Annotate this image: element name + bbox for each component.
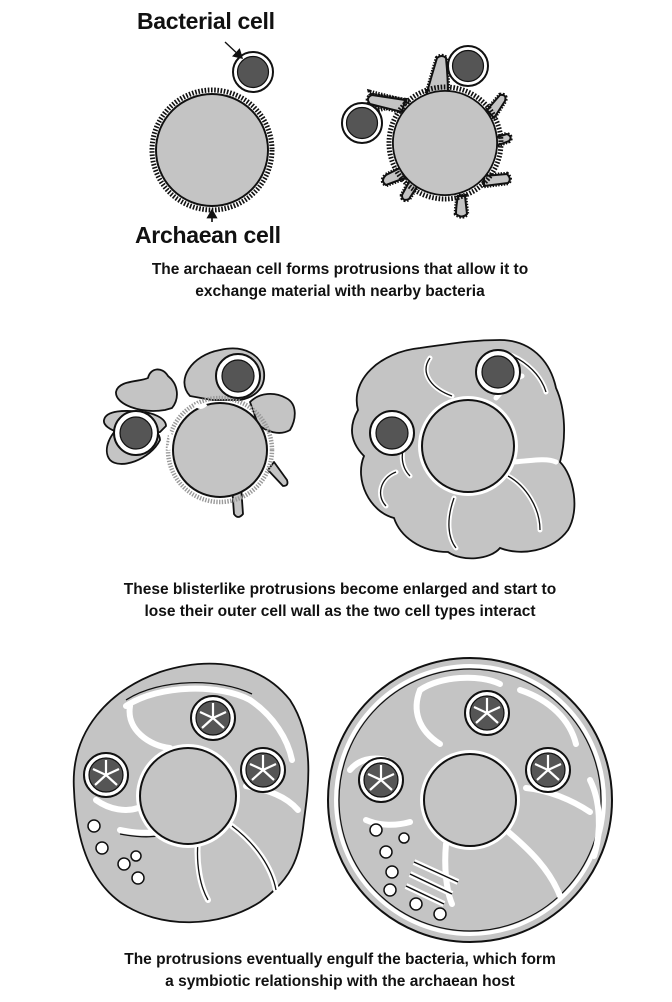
caption-stage-1-line-2: exchange material with nearby bacteria [195,283,485,300]
stage-2-left-bacterium-left [114,411,158,455]
stage-2-right-bacterium-left [370,411,414,455]
stage-3-left-mito-left [84,753,128,797]
bacterial-cell-label: Bacterial cell [137,8,275,34]
stage-2 [104,340,575,558]
caption-stage-1-line-1: The archaean cell forms protrusions that allow it to [151,261,529,278]
stage-2-right-bacterium-top [476,350,520,394]
bacterial-cell-arrow [225,42,242,58]
stage-1-bacterial-cell [233,52,273,92]
stage-3 [74,658,612,942]
stage-1-bacterium-top [448,46,488,86]
stage-1-bacterium-left [342,103,382,143]
caption-stage-3-line-1: The protrusions eventually engulf the bacteria, which form [124,951,556,968]
caption-stage-3-line-2: a symbiotic relationship with the archaean host [165,973,515,990]
stage-3-right-mito-right [526,748,570,792]
stage-2-left-bacterium-top [216,354,260,398]
stage-1 [152,42,511,222]
stage-3-left-mito-top [191,696,235,740]
stage-3-left-mito-right [241,748,285,792]
stage-3-right-mito-top [465,691,509,735]
caption-stage-1 [40,259,640,303]
caption-stage-3 [40,949,640,993]
caption-stage-2-line-2: lose their outer cell wall as the two cell types interact [144,603,536,620]
archaean-cell-label: Archaean cell [135,222,281,248]
caption-stage-2-line-1: These blisterlike protrusions become enlarged and start to [123,581,557,598]
stage-3-right-mito-left [359,758,403,802]
stage-1-archaean-with-protrusions [368,56,511,217]
caption-stage-2 [40,579,640,623]
stage-1-archaean-cell [152,90,272,210]
